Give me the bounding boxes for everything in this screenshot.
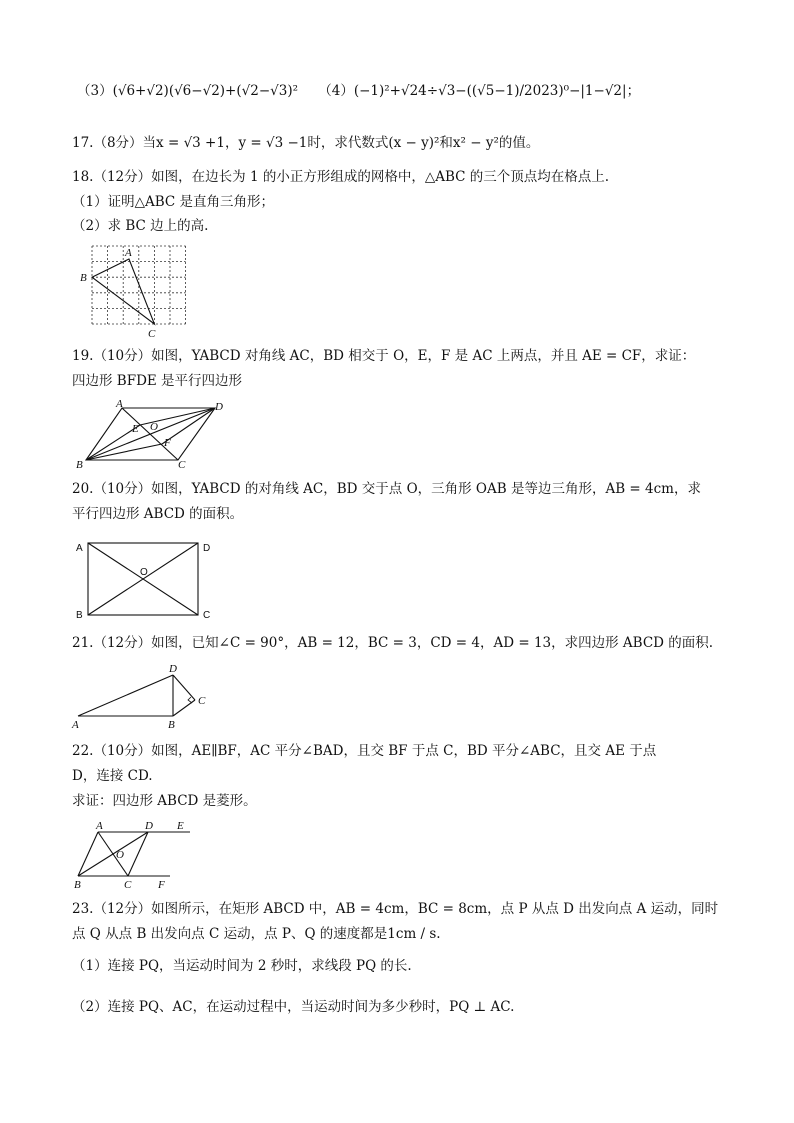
label-a: A	[116, 398, 123, 410]
label-o: O	[116, 849, 124, 861]
q18-stem: 18.（12分）如图，在边长为 1 的小正方形组成的网格中，△ABC 的三个顶点均在格点上.	[72, 169, 610, 185]
q22-prove: 求证：四边形 ABCD 是菱形。	[72, 793, 257, 809]
label-a: A	[96, 820, 103, 832]
q22-stem: 22.（10分）如图，AE∥BF，AC 平分∠BAD，且交 BF 于点 C，BD 平分∠ABC，且交 AE 于点	[72, 743, 657, 759]
q23-stem-cont: 点 Q 从点 B 出发向点 C 运动，点 P、Q 的速度都是1cm / s.	[72, 926, 441, 942]
label-a: A	[125, 247, 132, 259]
label-b: B	[168, 719, 175, 731]
label-f: F	[164, 437, 171, 449]
label-o: O	[150, 421, 158, 433]
q23-stem: 23.（12分）如图所示，在矩形 ABCD 中，AB = 4cm，BC = 8cm，点 P 从点 D 出发向点 A 运动，同时	[72, 901, 719, 917]
q16-parts-3-4: （3）(√6+√2)(√6−√2)+(√2−√3)² （4）(−1)²+√24÷√3−((√5−1)/2023)⁰−|1−√2|；	[77, 83, 641, 99]
label-c: C	[124, 879, 132, 891]
label-e: E	[177, 820, 184, 832]
label-o: O	[140, 567, 148, 578]
figure-21-quadrilateral	[70, 660, 220, 732]
label-c: C	[148, 328, 156, 340]
q21-stem: 21.（12分）如图，已知∠C = 90°，AB = 12，BC = 3，CD = 4，AD = 13，求四边形 ABCD 的面积.	[72, 635, 714, 651]
label-d: D	[215, 401, 223, 413]
label-c: C	[178, 459, 186, 471]
label-b: B	[80, 272, 87, 284]
label-d: D	[203, 543, 211, 554]
label-b: B	[76, 610, 83, 621]
label-f: F	[158, 879, 165, 891]
q18-part1: （1）证明△ABC 是直角三角形；	[72, 194, 275, 210]
label-a: A	[76, 543, 83, 554]
q22-stem-cont: D，连接 CD.	[72, 768, 153, 784]
label-d: D	[145, 820, 153, 832]
q19-stem: 19.（10分）如图，YABCD 对角线 AC，BD 相交于 O，E，F 是 AC 上两点，并且 AE = CF，求证：	[72, 348, 696, 364]
label-e: E	[132, 423, 139, 435]
label-c: C	[198, 695, 206, 707]
q20-stem-cont: 平行四边形 ABCD 的面积。	[72, 506, 244, 522]
q23-part1: （1）连接 PQ，当运动时间为 2 秒时，求线段 PQ 的长.	[72, 958, 412, 974]
label-b: B	[74, 879, 81, 891]
label-d: D	[169, 663, 177, 675]
figure-19-parallelogram	[72, 398, 232, 473]
q18-part2: （2）求 BC 边上的高.	[72, 218, 209, 234]
label-a: A	[72, 719, 79, 731]
figure-18-grid-triangle	[70, 240, 220, 340]
q20-stem: 20.（10分）如图，YABCD 的对角线 AC，BD 交于点 O，三角形 OAB 是等边三角形，AB = 4cm，求	[72, 481, 701, 497]
figure-22-rhombus	[70, 818, 210, 893]
figure-20-rectangle	[72, 538, 222, 623]
q17-text: 17.（8分）当x = √3 +1，y = √3 −1时，求代数式(x − y)²和x² − y²的值。	[72, 135, 540, 151]
q23-part2: （2）连接 PQ、AC，在运动过程中，当运动时间为多少秒时，PQ ⊥ AC.	[72, 999, 515, 1015]
label-c: C	[203, 610, 211, 621]
label-b: B	[76, 459, 83, 471]
q19-stem-cont: 四边形 BFDE 是平行四边形	[72, 373, 243, 389]
